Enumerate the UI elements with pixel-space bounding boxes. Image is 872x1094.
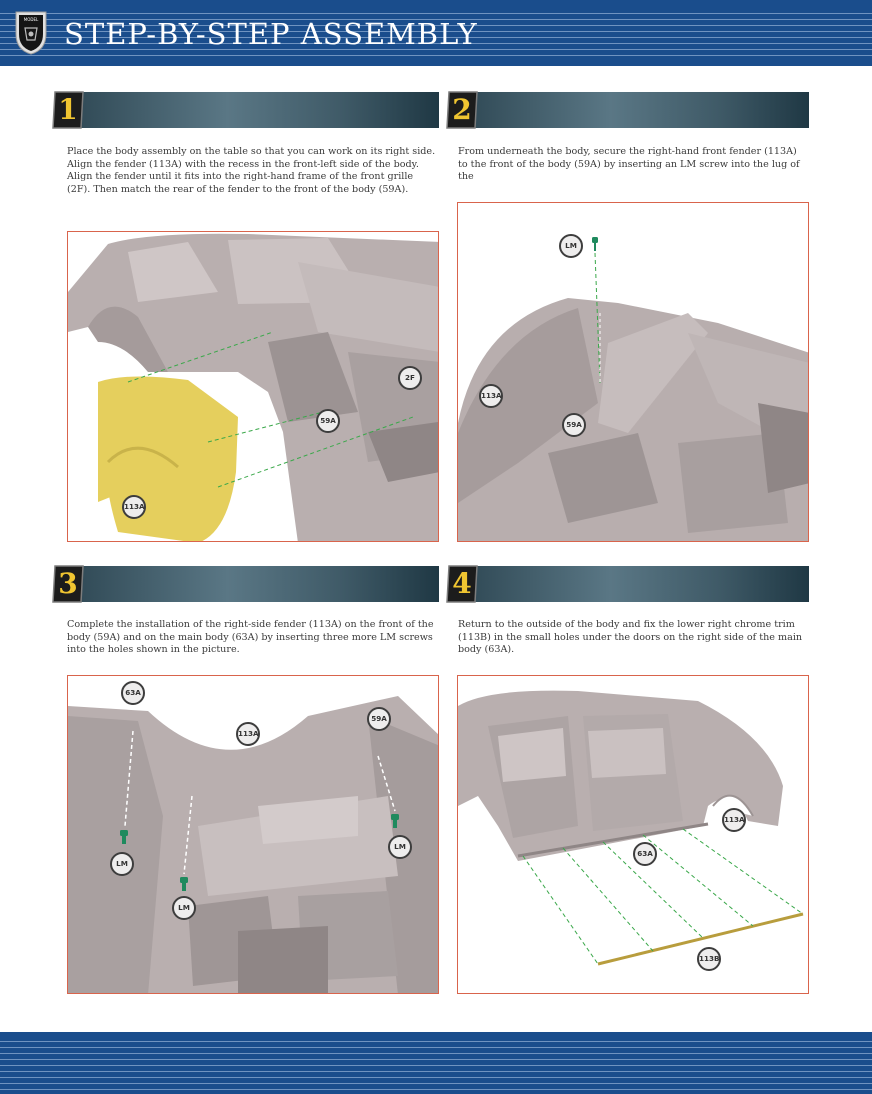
step-3-number-badge [51,564,85,604]
step-4-instructions: Return to the outside of the body and fix the lower right chrome trim (113B) in the small holes under the doors on the right side of the main body (63A). [458,619,803,655]
callout-LM: LM [110,852,134,876]
step-2-instructions: From underneath the body, secure the right-hand front fender (113A) to the front of the body (59A) by inserting an LM screw into the lug of the [458,146,800,182]
step-2-illustration [457,202,809,542]
callout-59A: 59A [367,707,391,731]
header-band [0,0,872,66]
step-3-instructions: Complete the installation of the right-side fender (113A) on the front of the body (59A) and on the main body (63A) by inserting three more LM screws into the holes shown in the picture. [67,619,434,655]
step-1-illustration [67,231,439,542]
callout-LM: LM [559,234,583,258]
callout-113A: 113A [722,808,746,832]
step-1-number-badge [51,90,85,130]
step-3-number: 3 [58,567,78,600]
brand-logo-badge [14,10,48,56]
callout-113A: 113A [479,384,503,408]
step-1-header [55,92,439,128]
callout-2F: 2F [398,366,422,390]
logo-text: MODEL [23,17,39,22]
callout-113B: 113B [697,947,721,971]
step-4-number: 4 [452,567,472,600]
footer-stripes [0,1036,872,1094]
step-1-instructions: Place the body assembly on the table so that you can work on its right side. Align the fender (113A) with the recess in the front-left side of the body. Align the fender until it fits into the right-hand frame of the front grille (2F). Then match the rear of the fender to the front of the body (59A). [67,146,436,195]
page-title: STEP-BY-STEP ASSEMBLY [64,17,478,51]
callout-59A: 59A [562,413,586,437]
callout-LM: LM [388,835,412,859]
step-1-number: 1 [58,93,78,126]
footer-band [0,1032,872,1094]
step-4-header [449,566,809,602]
step-2-number-badge [445,90,479,130]
callout-113A: 113A [122,495,146,519]
step-4-illustration [457,675,809,994]
step-4-number-badge [445,564,479,604]
callout-LM: LM [172,896,196,920]
step-3-header [55,566,439,602]
step-2-header [449,92,809,128]
callout-59A: 59A [316,409,340,433]
callout-63A: 63A [121,681,145,705]
callout-113A: 113A [236,722,260,746]
callout-63A: 63A [633,842,657,866]
step-2-number: 2 [452,93,472,126]
step-3-illustration [67,675,439,994]
